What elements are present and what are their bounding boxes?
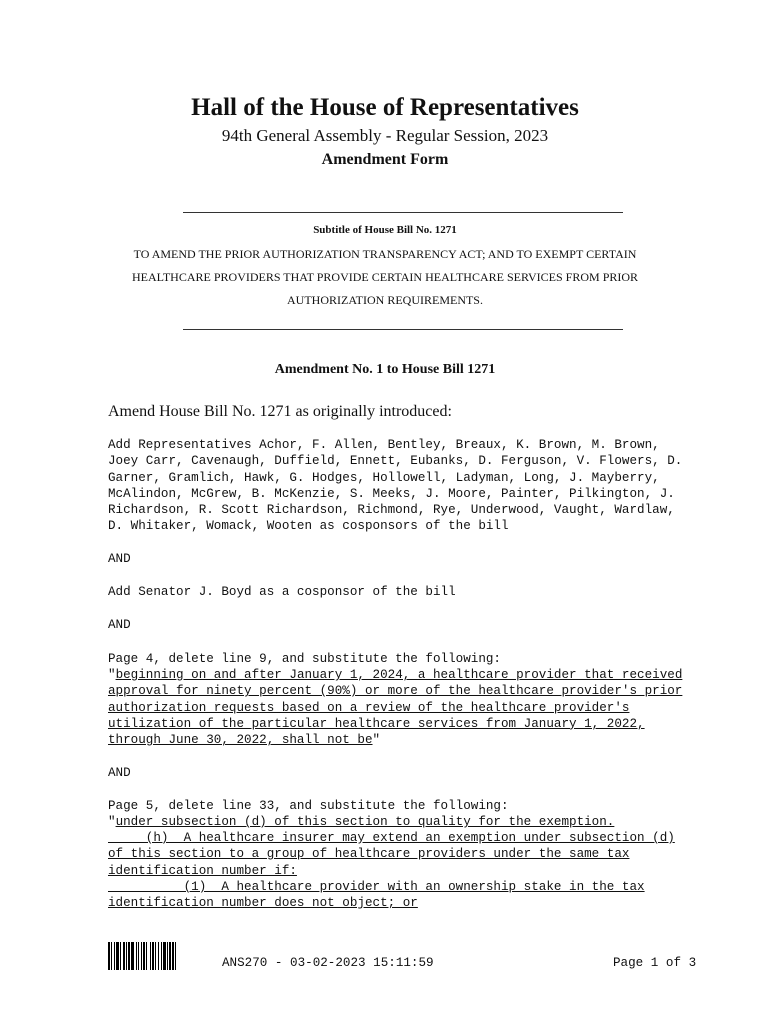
page-title: Hall of the House of Representatives [191,94,579,121]
and-separator: AND [108,618,131,632]
open-quote: " [108,815,116,829]
divider-bottom [183,329,623,330]
page4-substitution [108,667,708,748]
page5-item-1: (1) A healthcare provider with an ownership stake in the tax identification number does not object; or [108,880,645,911]
page5-instruction: Page 5, delete line 33, and substitute the following: [108,799,509,813]
open-quote: " [108,668,116,682]
page4-inserted-text: beginning on and after January 1, 2024, a healthcare provider that received approval for ninety percent (90%) or more of the healthcare provider's prior authorization requests based on a review of the healthcare provider's utilization of the particular healthcare services from January 1, 2022, through June 30, 2022, shall not be [108,668,683,748]
cosponsors-paragraph: Add Representatives Achor, F. Allen, Bentley, Breaux, K. Brown, M. Brown, Joey Carr, Cavenaugh, Duffield, Ennett, Eubanks, D. Ferguson, V. Flowers, D. Garner, Gramlich, Hawk, G. Hodges, Hollowell, Ladyman, Long, J. Mayberry, McAlindon, McGrew, B. McKenzie, S. Meeks, J. Moore, Painter, Pilkington, J. Richardson, R. Scott Richardson, Richmond, Rye, Underwood, Vaught, Wardlaw, D. Whitaker, Womack, Wooten as cosponsors of the bill [108,438,683,534]
page-number: Page 1 of 3 [613,956,697,970]
barcode-image [108,942,200,970]
amendment-intro: Amend House Bill No. 1271 as originally introduced: [108,403,452,420]
divider-top [183,212,623,213]
barcode-bar [176,942,178,970]
page5-inserted-line: under subsection (d) of this section to quality for the exemption. [115,815,615,829]
amendment-heading: Amendment No. 1 to House Bill 1271 [274,362,496,377]
page5-paragraph-h: (h) A healthcare insurer may extend an exemption under subsection (d) of this section to a group of healthcare providers under the same tax identification number if: [108,831,675,878]
form-name: Amendment Form [321,151,449,168]
page5-substitution [108,814,708,830]
senator-paragraph: Add Senator J. Boyd as a cosponsor of the bill [108,585,456,599]
and-separator: AND [108,766,131,780]
subtitle-text: TO AMEND THE PRIOR AUTHORIZATION TRANSPARENCY ACT; AND TO EXEMPT CERTAIN HEALTHCARE PROVIDERS THAT PROVIDE CERTAIN HEALTHCARE SERVICES FROM PRIOR AUTHORIZATION REQUIREMENTS. [131,247,639,307]
close-quote: " [372,733,381,748]
document-id: ANS270 - 03-02-2023 15:11:59 [222,956,434,970]
session-line: 94th General Assembly - Regular Session, 2023 [221,126,549,145]
page4-instruction: Page 4, delete line 9, and substitute the following: [108,652,501,666]
subtitle-heading: Subtitle of House Bill No. 1271 [313,224,457,236]
and-separator: AND [108,552,131,566]
